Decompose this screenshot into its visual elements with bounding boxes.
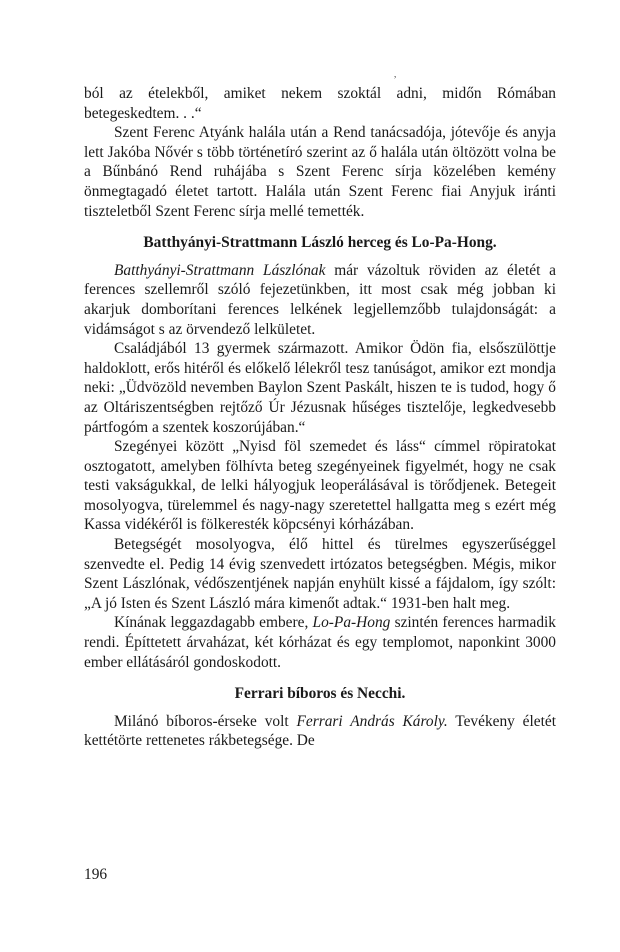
paragraph-ferrari	[84, 712, 556, 751]
paragraph-text: Kínának leggazdagabb embere,	[114, 614, 313, 632]
paragraph-illness: Betegségét mosolyogva, élő hittel és türelmes egyszerűséggel szenvedte el. Pedig 14 évig szenvedett irtózatos betegségben. Mégis, mikor Szent Lászlónak, védőszentjének napján enyhült kissé a fájdalom, így szólt: „A jó Isten és Szent László mára kimenőt adtak.“ 1931-ben halt meg.	[84, 536, 556, 612]
paragraph-text: Milánó bíboros-érseke volt	[114, 712, 297, 730]
paragraph-jakoba: Szent Ferenc Atyánk halála után a Rend tanácsadója, jótevője és anyja lett Jakóba Nővér s több történetíró szerint az ő halála után öltözött volna be a Bűnbánó Rend ruhájába s Szent Ferenc sírja közelében kemény önmegtagadó életet tartott. Halála után Szent Ferenc fiai Anyjuk iránti tiszteletből Szent Ferenc sírja mellé temették.	[84, 124, 556, 220]
paragraph-continuation: ból az ételekből, amiket nekem szoktál adni, midőn Rómában betegeskedtem. . .“	[84, 85, 556, 122]
person-name-ferrari: Ferrari András Károly.	[296, 712, 448, 730]
paragraph-batthyany-intro	[84, 261, 556, 339]
paragraph-lo-pa-hong	[84, 613, 556, 672]
section-heading-batthyany: Batthyányi-Strattmann László herceg és Lo-Pa-Hong.	[143, 234, 497, 252]
paragraph-family: Családjából 13 gyermek származott. Amikor Ödön fia, elsőszülöttje haldoklott, erős hitéről és előkelő lélekről tesz tanúságot, amikor ezt mondja neki: „Üdvözöld nevemben Baylon Szent Paskált, hiszen te is tudod, hogy ő az Oltáriszentségben rejtőző Úr Jézusnak hűséges tisztelője, legkedvesebb pártfogóm a szentek koszorújában.“	[84, 340, 556, 436]
paragraph-text: szintén ferences harmadik rendi. Építtetett árvaházat, két kórházat és egy templomot, naponkint 3000 ember ellátásáról gondoskodott.	[84, 614, 556, 671]
person-name-batthyany: Batthyányi-Strattmann Lászlónak	[114, 261, 326, 279]
page-body	[84, 84, 556, 751]
person-name-lo-pa-hong: Lo-Pa-Hong	[312, 614, 391, 632]
stray-mark: ,	[394, 69, 397, 79]
paragraph-poor: Szegényei között „Nyisd föl szemedet és láss“ címmel röpiratokat osztogatott, amelyben fölhívta beteg szegényeinek figyelmét, hogy ne csak testi vakságukkal, de lelki hályogjuk leoperálásával is törődjenek. Betegeit mosolyogva, türelemmel és nagy-nagy szeretettel hallgatta meg s ezért még Kassa vidékéről is fölkeresték köpcsényi kórházában.	[84, 438, 556, 534]
page-number: 196	[84, 866, 108, 883]
paragraph-text: már vázoltuk röviden az életét a ferences szellemről szóló fejezetünkben, itt most csak még jobban ki akarjuk domborítani ferences lelkének legjellemzőbb tulajdonságát: a vidámságot s az örvendező lelkületet.	[84, 261, 556, 338]
paragraph-text: Tevékeny életét kettétörte rettenetes rákbetegsége. De	[84, 712, 557, 750]
section-heading-ferrari: Ferrari bíboros és Necchi.	[234, 685, 406, 703]
